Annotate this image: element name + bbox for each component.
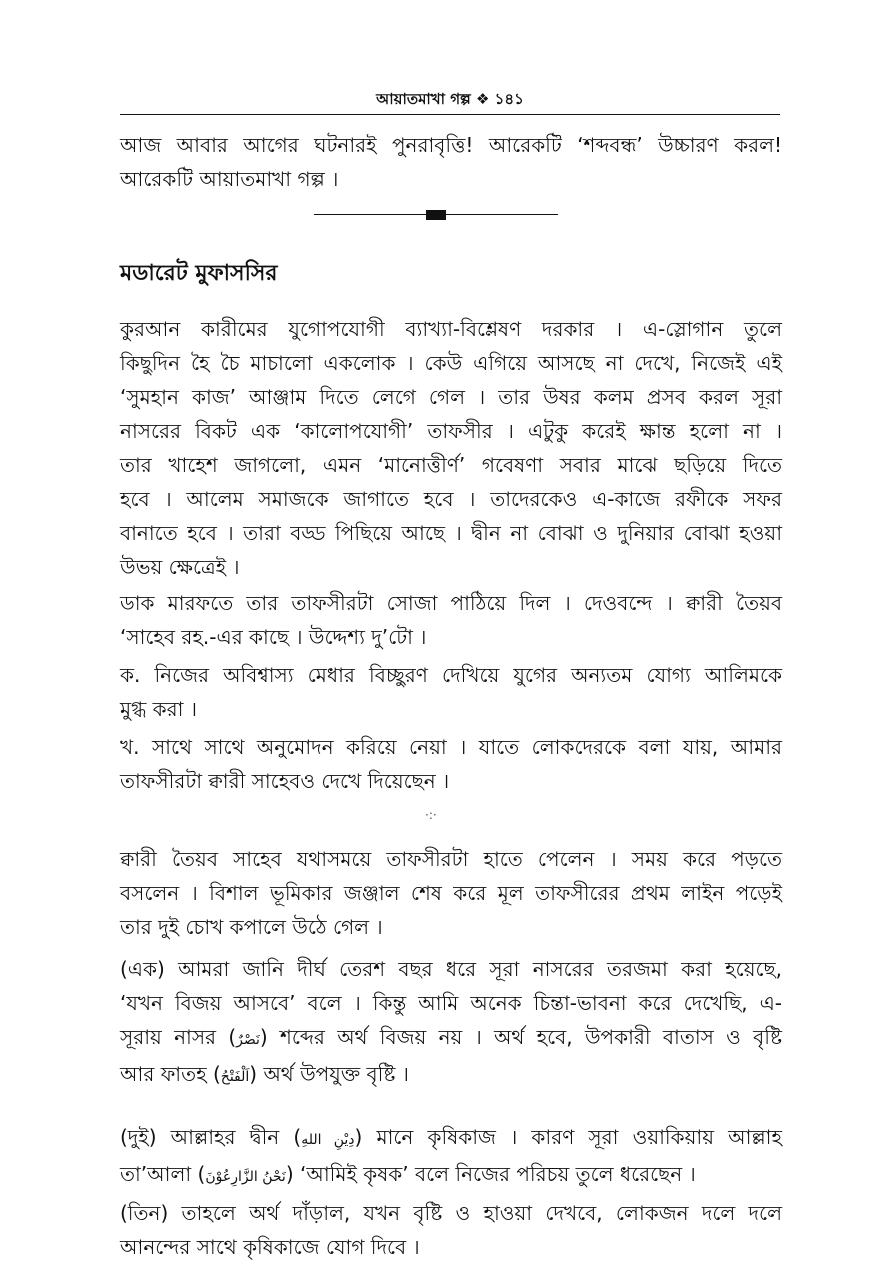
text-line: তাফসীরটা ক্বারী সাহেবও দেখে দিয়েছেন ।: [120, 769, 450, 793]
text-fragment: ) শব্দের অর্থ বিজয় নয় । অর্থ হবে, উপকারী বাতাস ও বৃষ্টি: [259, 1025, 783, 1049]
paragraph-1: [120, 312, 782, 584]
intro-paragraph: [120, 128, 782, 196]
text-line: খ. সাথে সাথে অনুমোদন করিয়ে নেয়া । যাতে লোকদেরকে বলা যায়, আমার: [120, 735, 782, 759]
text-line: ‘যখন বিজয় আসবে’ বলে । কিন্তু আমি অনেক চিন্তা-ভাবনা করে দেখেছি, এ-: [120, 991, 782, 1015]
paragraph-3: [120, 658, 782, 726]
arabic-term: دِيْنِ اللهِ: [301, 1132, 355, 1148]
text-fragment: ) অর্থ উপযুক্ত বৃষ্টি ।: [249, 1062, 409, 1086]
running-header: আয়াতমাখা গল্প ❖ ১৪১: [376, 90, 524, 108]
text-line: ডাক মারফতে তার তাফসীরটা সোজা পাঠিয়ে দিল । দেওবন্দে । ক্বারী তৈয়ব: [120, 591, 782, 615]
text-line: কিছুদিন হৈ চৈ মাচালো একলোক । কেউ এগিয়ে আসছে না দেখে, নিজেই এই: [120, 351, 782, 375]
text-line: বসলেন । বিশাল ভূমিকার জঞ্জাল শেষ করে মূল তাফসীরের প্রথম লাইন পড়েই: [120, 881, 782, 905]
ornament-line-right: [446, 214, 558, 215]
text-line: (এক) আমরা জানি দীর্ঘ তেরশ বছর ধরে সূরা নাসরের তরজমা করা হয়েছে,: [120, 957, 782, 981]
text-line: ‘সুমহান কাজ’ আঞ্জাম দিতে লেগে গেল । তার উষর কলম প্রসব করল সূরা: [120, 385, 782, 409]
text-line: নাসরের বিকট এক ‘কালোপযোগী’ তাফসীর । এটুকু করেই ক্ষান্ত হলো না ।: [120, 419, 782, 443]
arabic-term: نَصْرٌ: [236, 1032, 260, 1048]
text-line: [120, 1057, 782, 1094]
section-divider-ornament: [314, 210, 558, 220]
ornament-center-block: [426, 210, 446, 220]
text-line: আনন্দের সাথে কৃষিকাজে যোগ দিবে ।: [120, 1235, 420, 1259]
point-two: [120, 1120, 782, 1194]
text-line: [120, 1120, 782, 1157]
text-line: মুগ্ধ করা ।: [120, 697, 197, 721]
intro-line: আজ আবার আগের ঘটনারই পুনরাবৃত্তি! আরেকটি ‘শব্দবন্ধ’ উচ্চারণ করল!: [120, 133, 782, 157]
text-line: ক্বারী তৈয়ব সাহেব যথাসময়ে তাফসীরটা হাতে পেলেন । সময় করে পড়তে: [120, 847, 782, 871]
arabic-term: نَحْنُ الزَّارِعُوْنَ: [205, 1169, 286, 1185]
paragraph-2: [120, 586, 782, 654]
paragraph-4: [120, 730, 782, 798]
arabic-term: اَلْفَتْحُ: [220, 1069, 250, 1085]
text-fragment: ) ‘আমিই কৃষক’ বলে নিজের পরিচয় তুলে ধরেছেন ।: [285, 1162, 696, 1186]
point-one: [120, 952, 782, 1094]
text-fragment: আর ফাতহ (: [120, 1062, 221, 1086]
text-line: [120, 1157, 782, 1194]
intro-line: আরেকটি আয়াতমাখা গল্প ।: [120, 167, 339, 191]
text-line: কুরআন কারীমের যুগোপযোগী ব্যাখ্যা-বিশ্লেষণ দরকার । এ-স্লোগান তুলে: [120, 317, 782, 341]
ornament-line-left: [314, 214, 426, 215]
point-three: [120, 1196, 782, 1264]
text-line: তার দুই চোখ কপালে উঠে গেল ।: [120, 915, 383, 939]
text-line: বানাতে হবে । তারা বড্ড পিছিয়ে আছে । দ্বীন না বোঝা ও দুনিয়ার বোঝা হওয়া: [120, 521, 782, 545]
text-line: [120, 1020, 782, 1057]
text-line: ক. নিজের অবিশ্বাস্য মেধার বিচ্ছুরণ দেখিয়ে যুগের অন্যতম যোগ্য আলিমকে: [120, 663, 782, 687]
text-line: উভয় ক্ষেত্রেই ।: [120, 555, 240, 579]
paragraph-5: [120, 842, 782, 944]
header-rule: [120, 114, 780, 115]
section-title: মডারেট মুফাসসির: [120, 261, 278, 286]
text-fragment: ) মানে কৃষিকাজ । কারণ সূরা ওয়াকিয়ায় আল্লাহ: [354, 1125, 782, 1149]
text-fragment: তা’আলা (: [120, 1162, 206, 1186]
text-line: হবে । আলেম সমাজকে জাগাতে হবে । তাদেরকেও এ-কাজে রফীকে সফর: [120, 487, 782, 511]
text-fragment: সূরায় নাসর (: [120, 1025, 237, 1049]
text-fragment: (দুই) আল্লাহর দ্বীন (: [120, 1125, 302, 1149]
text-line: ‘সাহেব রহ.-এর কাছে । উদ্দেশ্য দু’টো ।: [120, 625, 427, 649]
text-line: তার খাহেশ জাগলো, এমন ‘মানোত্তীর্ণ’ গবেষণা সবার মাঝে ছড়িয়ে দিতে: [120, 453, 782, 477]
text-line: (তিন) তাহলে অর্থ দাঁড়াল, যখন বৃষ্টি ও হাওয়া দেখবে, লোকজন দলে দলে: [120, 1201, 782, 1225]
separator-mark: ·:·: [425, 808, 437, 822]
